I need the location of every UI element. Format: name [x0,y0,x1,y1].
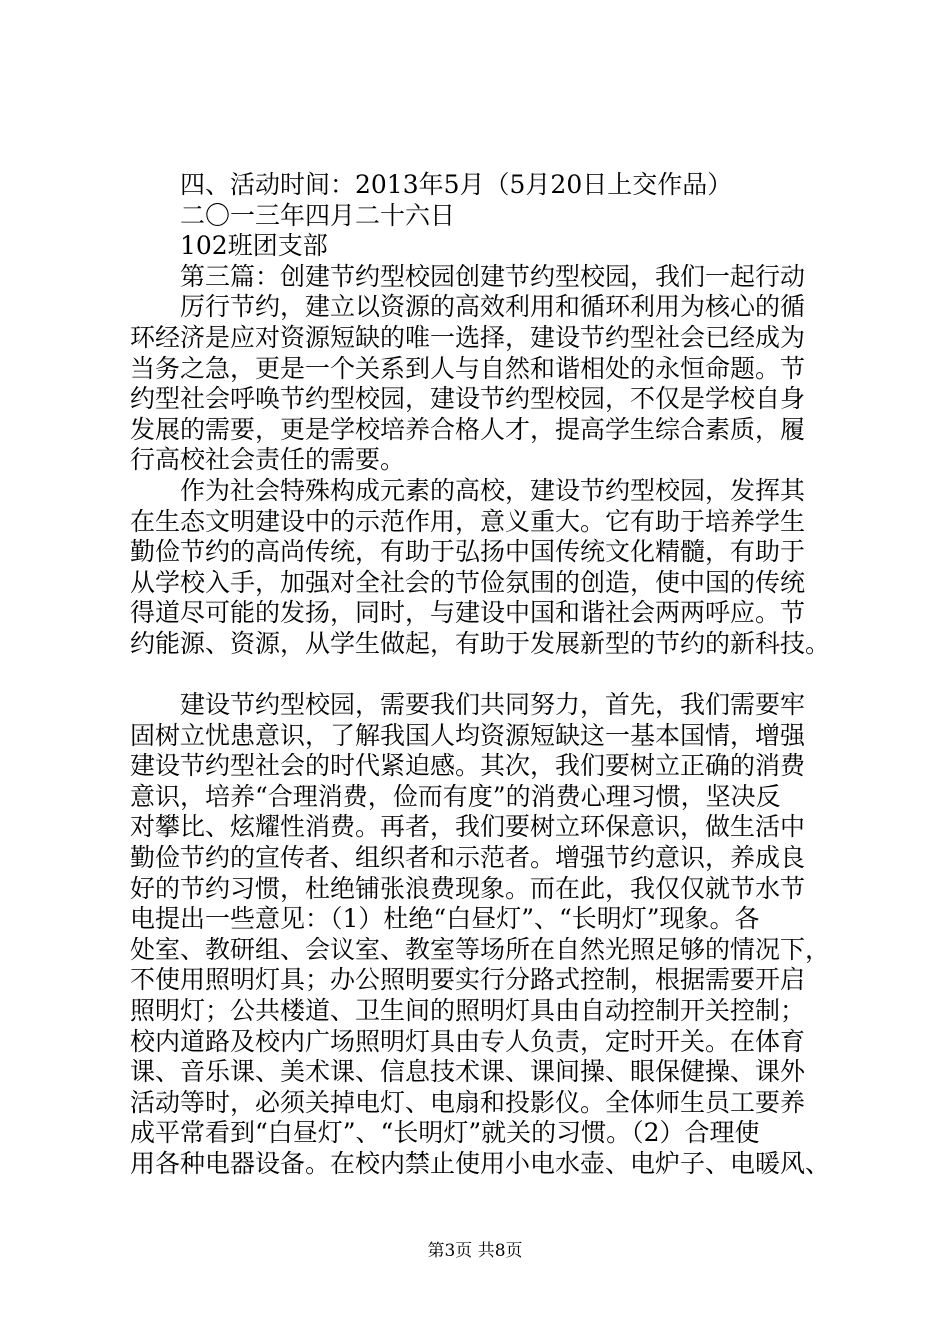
text-line: 成平常看到“白昼灯”、“长明灯”就关的习惯。（2）合理使 [130,1118,760,1148]
text-line: 对攀比、炫耀性消费。再者，我们要树立环保意识，做生活中 [130,812,806,842]
text-line: 当务之急，更是一个关系到人与自然和谐相处的永恒命题。节 [130,353,806,383]
text-line: 处室、教研组、会议室、教室等场所在自然光照足够的情况下， [130,934,831,964]
text-line: 建设节约型校园，需要我们共同努力，首先，我们需要牢 [180,690,806,720]
text-line: 二〇一三年四月二十六日 [180,200,456,230]
text-line: 从学校入手，加强对全社会的节俭氛围的创造，使中国的传统 [130,567,806,597]
text-line: 约型社会呼唤节约型校园，建设节约型校园，不仅是学校自身 [130,384,806,414]
text-line: 电提出一些意见：（1）杜绝“白昼灯”、“长明灯”现象。各 [130,904,760,934]
text-line: 102班团支部 [180,231,328,261]
text-line: 在生态文明建设中的示范作用，意义重大。它有助于培养学生 [130,506,806,536]
text-line: 第三篇：创建节约型校园创建节约型校园，我们一起行动 [180,261,806,291]
page-number-label: 第3页 共8页 [427,1241,523,1261]
text-line: 用各种电器设备。在校内禁止使用小电水壶、电炉子、电暖风、 [130,1149,831,1178]
text-line: 校内道路及校内广场照明灯具由专人负责，定时开关。在体育 [130,1026,806,1056]
text-line: 行高校社会责任的需要。 [130,445,406,475]
text-line: 勤俭节约的宣传者、组织者和示范者。增强节约意识，养成良 [130,843,806,873]
text-line: 课、音乐课、美术课、信息技术课、课间操、眼保健操、课外 [130,1057,806,1087]
text-line: 得道尽可能的发扬，同时，与建设中国和谐社会两两呼应。节 [130,598,806,628]
document-body [130,170,852,1180]
text-line: 照明灯；公共楼道、卫生间的照明灯具由自动控制开关控制； [130,996,806,1026]
text-line: 建设节约型社会的时代紧迫感。其次，我们要树立正确的消费 [130,751,806,781]
page-footer [0,1240,950,1262]
text-line: 约能源、资源，从学生做起，有助于发展新型的节约的新科技。 [130,628,831,658]
text-line: 四、活动时间：2013年5月（5月20日上交作品） [180,170,733,199]
text-line: 活动等时，必须关掉电灯、电扇和投影仪。全体师生员工要养 [130,1087,806,1117]
text-line: 发展的需要，更是学校培养合格人才，提高学生综合素质，履 [130,414,806,444]
text-line: 不使用照明灯具；办公照明要实行分路式控制，根据需要开启 [130,965,806,995]
blank-line [130,660,852,691]
text-line: 环经济是应对资源短缺的唯一选择，建设节约型社会已经成为 [130,322,806,352]
text-line: 勤俭节约的高尚传统，有助于弘扬中国传统文化精髓，有助于 [130,537,806,567]
text-line: 意识，培养“合理消费，俭而有度”的消费心理习惯，坚决反 [130,781,781,811]
text-line: 好的节约习惯，杜绝铺张浪费现象。而在此，我仅仅就节水节 [130,873,806,903]
text-line: 厉行节约，建立以资源的高效利用和循环利用为核心的循 [180,292,806,322]
text-line: 固树立忧患意识，了解我国人均资源短缺这一基本国情，增强 [130,720,806,750]
text-line: 作为社会特殊构成元素的高校，建设节约型校园，发挥其 [180,475,806,505]
